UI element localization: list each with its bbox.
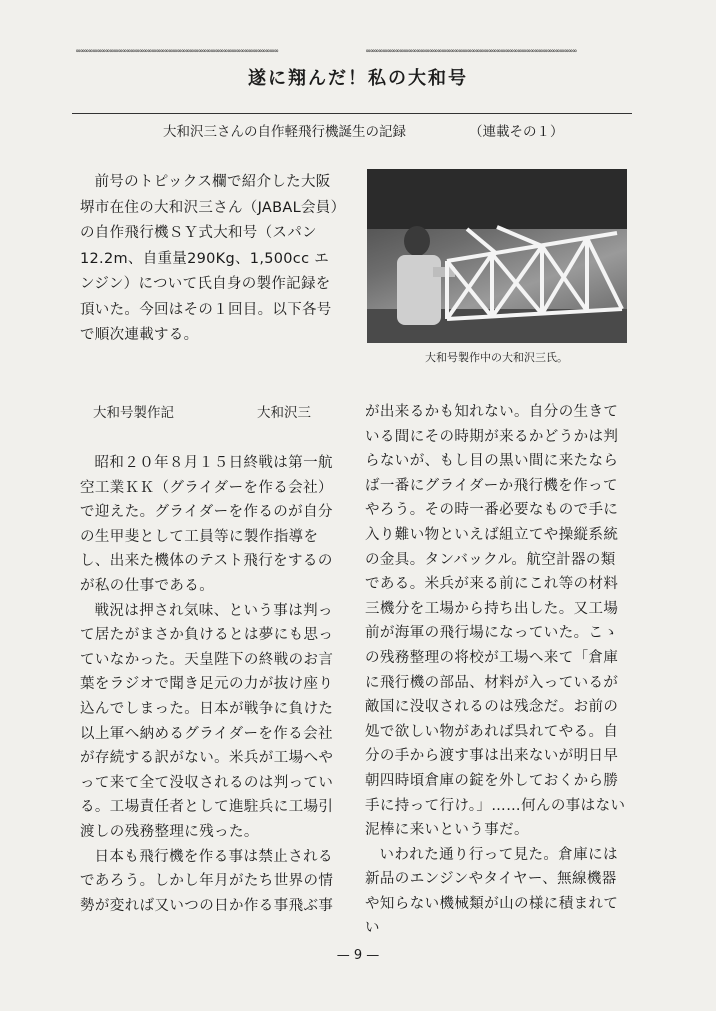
paragraph-continued: が出来るかも知れない。自分の生きている間にその時期が来るかどうかは判らないが、もし目の黒い間に来たならば一番にグライダーか飛行機を作ってやろう。その時一番必要なもので手に入り難い物といえば組立てや操縦系統の金具。タンバックル。航空計器の類である。米兵が来る前にこれ等の材料三機分を工場から持ち出した。又工場前が海軍の飛行場になっていた。こゝの残務整理の将校が工場へ来て「倉庫に飛行機の部品、材料が入っているが敵国に没収されるのは残念だ。お前の処で欲しい物があれば呉れてやる。自分の手から渡す事は出来ないが明日早朝四時頃倉庫の錠を外しておくから勝手に持って行け。」……何んの事はない泥棒に来いという事だ。 (365, 404, 626, 839)
subtitle: 大和沢三さんの自作軽飛行機誕生の記録 (163, 124, 406, 140)
column-left (80, 451, 342, 918)
paragraph: 日本も飛行機を作る事は禁止されるであろう。しかし年月がたち世界の情勢が変れば又いつの日か作る事飛ぶ事 (80, 848, 334, 914)
ornament-right: ∞∞∞∞∞∞∞∞∞∞∞∞∞∞∞∞∞∞∞∞∞∞∞∞∞∞∞∞∞∞∞∞∞∞∞∞∞∞∞∞∞∞∞∞∞∞∞∞∞∞ (366, 47, 577, 55)
series-label: （連載その１） (469, 124, 564, 140)
ornament-left: ∞∞∞∞∞∞∞∞∞∞∞∞∞∞∞∞∞∞∞∞∞∞∞∞∞∞∞∞∞∞∞∞∞∞∞∞∞∞∞∞∞∞∞∞∞∞∞∞ (76, 47, 279, 55)
column-right (365, 400, 627, 941)
lead-paragraph (80, 170, 342, 349)
paragraph: 昭和２０年８月１５日終戦は第一航空工業ＫＫ（グライダーを作る会社）で迎えた。グライダーを作るのが自分の生甲斐として工員等に製作指導をし、出来た機体のテスト飛行をするのが私の仕事である。 (80, 455, 333, 594)
page-title: 遂に翔んだ！私の大和号 (248, 68, 468, 89)
page-number: — 9 — (336, 948, 380, 963)
author-name: 大和沢三 (257, 405, 311, 421)
article-heading: 大和号製作記 (93, 405, 174, 421)
lead-text: 前号のトピックス欄で紹介した大阪堺市在住の大和沢三さん（JABAL会員）の自作飛行機ＳＹ式大和号（スパン 12.2m、自重量290Kg、1,500cc エンジン）について氏自身の製作記録を頂いた。今回はその１回目。以下各号で順次連載する。 (80, 174, 339, 343)
photo-caption: 大和号製作中の大和沢三氏。 (425, 351, 568, 364)
subtitle-rule (72, 113, 632, 114)
paragraph: 戦況は押され気味、という事は判って居たがまさか負けるとは夢にも思っていなかった。天皇陛下の終戦のお言葉をラジオで聞き足元の力が抜け座り込んでしまった。日本が戦争に負けた以上軍へ納めるグライダーを作る会社が存続する訳がない。米兵が工場へやって来て全て没収されるのは判っている。工場責任者として進駐兵に工場引渡しの残務整理に残った。 (80, 602, 334, 840)
paragraph: いわれた通り行って見た。倉庫には新品のエンジンやタイヤー、無線機器や知らない機械類が山の様に積まれてい (365, 846, 619, 937)
aircraft-frame-image (367, 169, 627, 343)
builder-photo (367, 169, 627, 343)
